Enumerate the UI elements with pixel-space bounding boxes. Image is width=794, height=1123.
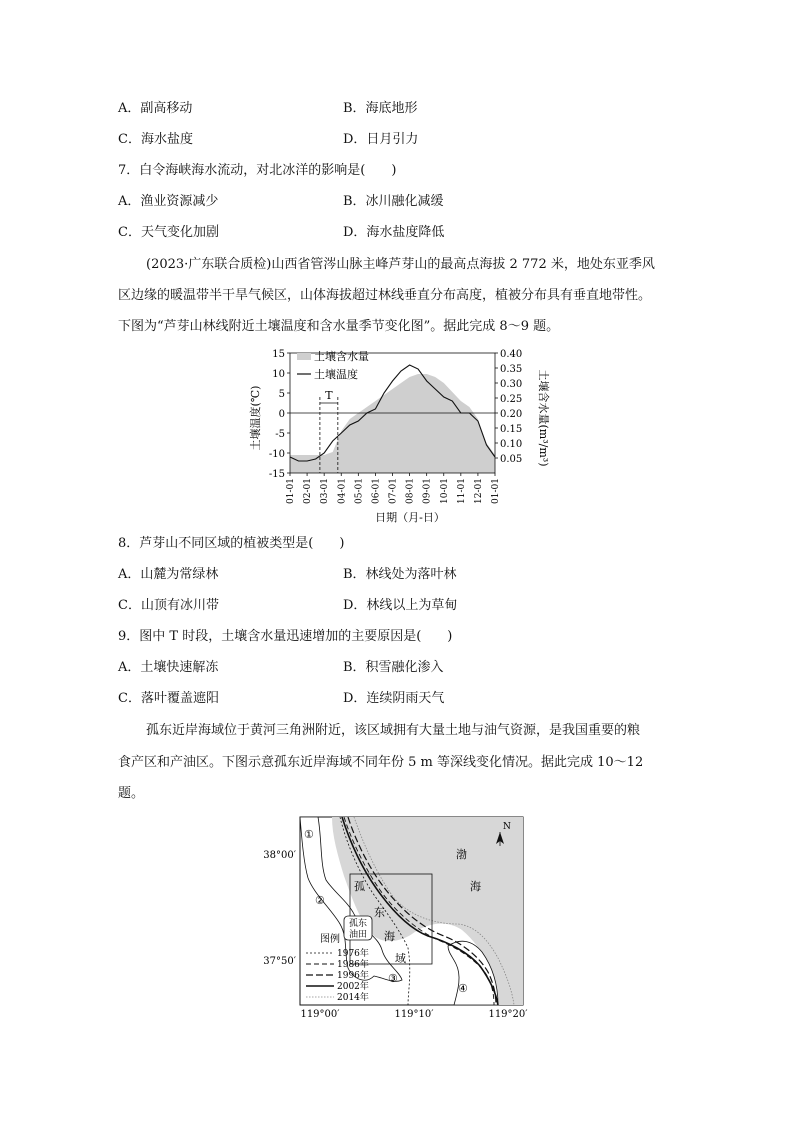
lat-38-00: 38°00′	[263, 850, 296, 861]
marker-1: ①	[304, 828, 314, 841]
legend-1986: 1986年	[337, 960, 369, 970]
label-hai: 海	[384, 930, 395, 943]
legend-1976: 1976年	[337, 949, 369, 959]
q9-option-c: C．落叶覆盖遮阳	[118, 691, 219, 706]
q6-option-c: C．海水盐度	[118, 132, 193, 147]
passage2-line3: 题。	[118, 786, 145, 801]
y-right-tick-label: 0.05	[500, 454, 523, 465]
q8-option-b: B．林线处为落叶林	[343, 567, 457, 582]
q9-stem: 9．图中 T 时段，土壤含水量迅速增加的主要原因是( )	[118, 629, 453, 644]
x-axis-label: 日期（月-日）	[375, 511, 445, 524]
x-tick-label: 08-01	[405, 478, 416, 504]
label-yu: 域	[395, 952, 406, 965]
q9-option-d: D．连续阴雨天气	[343, 691, 445, 706]
lon-119-20: 119°20′	[488, 1009, 528, 1020]
q7-option-d: D．海水盐度降低	[343, 225, 445, 240]
y-left-label: 土壤温度(℃)	[249, 385, 262, 451]
q9-option-b: B．积雪融化渗入	[343, 660, 444, 675]
marker-2: ②	[315, 894, 325, 907]
passage1-line3: 下图为“芦芽山林线附近土壤温度和含水量季节变化图”。据此完成 8～9 题。	[118, 319, 560, 334]
legend-moisture-swatch	[297, 353, 311, 360]
gudong-map	[262, 812, 534, 1022]
x-tick-label: 10-01	[439, 478, 450, 504]
passage2-line1: 孤东近岸海域位于黄河三角洲附近，该区域拥有大量土地与油气资源，是我国重要的粮	[146, 723, 641, 738]
y-left-tick-label: 5	[278, 389, 285, 400]
x-tick-label: 09-01	[422, 478, 433, 504]
q8-option-c: C．山顶有冰川带	[118, 598, 219, 613]
marker-3: ③	[388, 972, 398, 985]
y-left-tick-label: -10	[268, 449, 285, 460]
q7-option-c: C．天气变化加剧	[118, 225, 219, 240]
q6-option-a: A．副高移动	[118, 101, 193, 116]
x-tick-label: 05-01	[354, 478, 365, 504]
y-right-tick-label: 0.30	[500, 379, 523, 390]
legend-1996: 1996年	[337, 971, 369, 981]
lat-37-50: 37°50′	[263, 956, 296, 967]
y-right-tick-label: 0.15	[500, 424, 523, 435]
y-right-tick-label: 0.35	[500, 364, 523, 375]
q8-stem: 8．芦芽山不同区域的植被类型是( )	[118, 536, 345, 551]
y-left-tick-label: -5	[275, 429, 285, 440]
map-legend-title: 图例	[320, 934, 340, 945]
north-label: N	[503, 822, 511, 832]
label-gu: 孤	[354, 880, 365, 893]
x-tick-label: 01-01	[286, 478, 296, 504]
q7-stem: 7．白令海峡海水流动，对北冰洋的影响是( )	[118, 163, 397, 178]
q8-option-d: D．林线以上为草甸	[343, 598, 458, 613]
x-tick-label: 01-01	[491, 478, 501, 504]
legend-2014: 2014年	[337, 993, 369, 1003]
q9-option-a: A．土壤快速解冻	[118, 660, 219, 675]
q6-option-b: B．海底地形	[343, 101, 418, 116]
y-left-tick-label: 10	[272, 369, 285, 380]
x-tick-label: 11-01	[456, 478, 467, 504]
passage1-line1: (2023·广东联合质检)山西省管涔山脉主峰芦芽山的最高点海拔 2 772 米，地处东亚季风	[146, 257, 655, 272]
moisture-area	[290, 374, 495, 473]
y-right-tick-label: 0.20	[500, 409, 523, 420]
passage1-line2: 区边缘的暖温带半干旱气候区，山体海拔超过林线垂直分布高度，植被分布具有垂直地带性。	[118, 288, 652, 303]
q7-option-a: A．渔业资源减少	[118, 194, 219, 209]
legend-temp-label: 土壤温度	[314, 368, 358, 381]
lon-119-00: 119°00′	[300, 1009, 340, 1020]
legend-moisture-label: 土壤含水量	[314, 350, 369, 363]
q7-option-b: B．冰川融化减缓	[343, 194, 444, 209]
legend-2002: 2002年	[337, 982, 369, 992]
y-right-tick-label: 0.10	[500, 439, 523, 450]
label-bohai-1: 渤	[456, 848, 467, 861]
x-tick-label: 03-01	[320, 478, 331, 504]
y-right-tick-label: 0.40	[500, 349, 523, 360]
soil-chart	[245, 343, 555, 528]
oilfield-label-2: 油田	[348, 930, 368, 940]
oilfield-label-1: 孤东	[348, 919, 368, 929]
x-tick-label: 04-01	[337, 478, 348, 504]
x-tick-label: 02-01	[303, 478, 314, 504]
label-dong: 东	[374, 906, 385, 919]
label-bohai-2: 海	[470, 880, 481, 893]
y-right-label: 土壤含水量(m³/m³)	[537, 369, 550, 467]
x-tick-label: 12-01	[473, 478, 484, 504]
y-right-tick-label: 0.25	[500, 394, 523, 405]
marker-4: ④	[458, 982, 468, 995]
y-left-tick-label: 15	[272, 349, 285, 360]
lon-119-10: 119°10′	[394, 1009, 434, 1020]
x-tick-label: 07-01	[388, 478, 399, 504]
x-tick-label: 06-01	[371, 478, 382, 504]
y-left-tick-label: -15	[268, 469, 285, 480]
q6-option-d: D．日月引力	[343, 132, 419, 147]
period-label: T	[325, 389, 333, 402]
q8-option-a: A．山麓为常绿林	[118, 567, 219, 582]
y-left-tick-label: 0	[278, 409, 285, 420]
passage2-line2: 食产区和产油区。下图示意孤东近岸海域不同年份 5 m 等深线变化情况。据此完成 10～12	[118, 755, 644, 770]
